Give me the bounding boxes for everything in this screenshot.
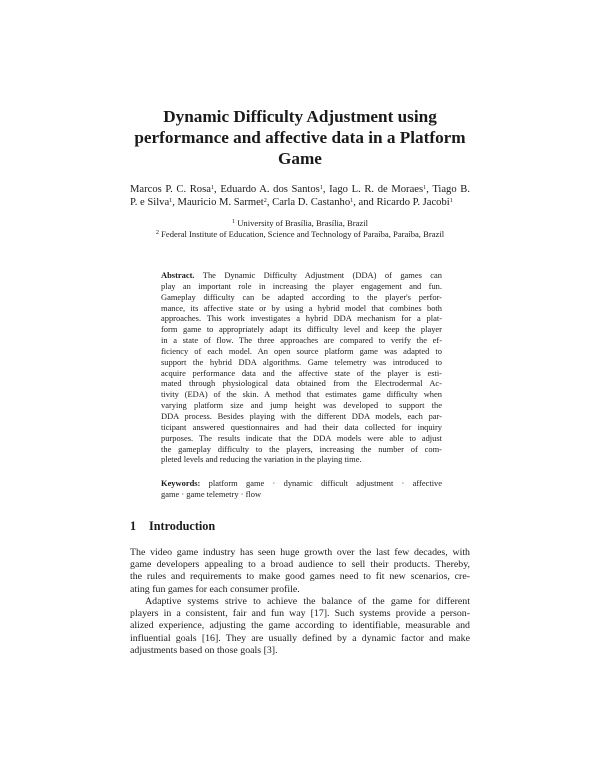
paragraph-line: adjustments based on those goals [3]. (130, 644, 278, 656)
author-line: Marcos P. C. Rosa$^1$, Eduardo A. dos Santos$^1$, Iago L. R. de Moraes$^1$, Tiago B. (130, 184, 470, 195)
abstract-label: Abstract. (161, 270, 195, 280)
keywords-label: Keywords: (161, 478, 201, 488)
paragraph-line: Adaptive systems strive to achieve the balance of the game for different (145, 596, 470, 607)
section-title: Introduction (149, 519, 216, 533)
keywords-text: platform game · dynamic difficult adjustment · affective (208, 478, 443, 488)
abstract-line: the gameplay difficulty to the players, increasing the number of com- (161, 443, 442, 454)
paragraph (130, 596, 470, 657)
keywords (161, 478, 442, 500)
paragraph-line: The video game industry has seen huge growth over the last few decades, with (130, 547, 470, 558)
abstract-line: ficiency of each model. An open source platform game was adapted to (161, 345, 442, 356)
abstract (161, 270, 442, 465)
author-name: Eduardo A. dos Santos (220, 184, 320, 195)
abstract-line: acquire performance data and the affective state of the player is esti- (161, 367, 442, 378)
affiliation-text: Federal Institute of Education, Science and Technology of Paraíba, Paraíba, Brazil (161, 229, 445, 239)
paragraph-line: ating fun games for each consumer profile. (130, 583, 300, 595)
paragraph-line: alized experience, adjusting the game according to identifiable, measurable and (130, 620, 470, 632)
abstract-line: form game to appropriately adapt its difficulty level and keep the player (161, 324, 442, 335)
author-name: Mauricio M. Sarmet (177, 197, 264, 208)
author-list (130, 183, 470, 209)
abstract-line: purposes. The results indicate that the DDA models were able to adjust (161, 432, 442, 443)
abstract-text: The Dynamic Difficulty Adjustment (DDA) of games can (202, 270, 443, 280)
section-number: 1 (130, 519, 137, 533)
author-name: Iago L. R. de Moraes (329, 184, 424, 195)
paper-title (60, 106, 540, 169)
abstract-line: ticipant answered questionnaires and had their data collected for inquiry (161, 421, 442, 432)
author-name-part: P. e Silva (130, 197, 170, 208)
author-line: P. e Silva$^1$, Mauricio M. Sarmet$^2$, Carla D. Castanho$^1$, and Ricardo P. Jacobi$^1$ (130, 197, 453, 208)
author-affiliation-mark: 1 (423, 184, 427, 191)
abstract-line: varying platform size and jump height was developed to support the (161, 400, 442, 411)
author-name-part: Tiago B. (432, 184, 470, 195)
affiliation-mark: 1 (231, 218, 236, 225)
title-line: Game (278, 149, 322, 168)
abstract-line: tivity (EDA) of the skin. A method that estimates game difficulty when (161, 389, 442, 400)
paragraph-line: players in a consistent, fair and fun way [17]. Such systems provide a person- (130, 608, 470, 620)
title-line: Dynamic Difficulty Adjustment using (163, 107, 437, 126)
paragraph-line: influential goals [16]. They are usually defined by a dynamic factor and make (130, 632, 470, 644)
paragraph-line: game developers appealing to a broad audience to sell their products. Thereby, (130, 559, 470, 571)
abstract-line: play an important role in increasing the player engagement and fun. (161, 280, 442, 291)
author-affiliation-mark: 1 (210, 184, 215, 191)
abstract-line: mated through physiological data obtained from the Electrodermal Ac- (161, 378, 442, 389)
affiliation-mark: 2 (155, 229, 159, 236)
author-affiliation-mark: 1 (319, 184, 323, 191)
abstract-line (161, 270, 442, 281)
keywords-line: game · game telemetry · flow (161, 488, 262, 499)
abstract-line: mance, its affective state or by using a hybrid model that combines both (161, 302, 442, 313)
author-name: Carla D. Castanho (272, 197, 351, 208)
affiliation (60, 229, 540, 240)
paragraph (130, 547, 470, 596)
abstract-line: pleted levels and reducing the variation in the playing time. (161, 454, 362, 465)
title-line: performance and affective data in a Platform (134, 128, 466, 147)
affiliation-text: University of Brasília, Brasília, Brazil (237, 218, 369, 228)
abstract-line: Gameplay difficulty can be adapted according to the player's perfor- (161, 291, 442, 302)
author-affiliation-mark: 1 (169, 197, 173, 204)
author-affiliation-mark: 2 (263, 197, 267, 204)
abstract-line: support the hybrid DDA algorithms. Game telemetry was introduced to (161, 356, 442, 367)
author-affiliation-mark: 1 (449, 197, 453, 204)
paragraph-line: the rules and requirements to make good games need to fit new scenarios, cre- (130, 571, 470, 583)
keywords-line (161, 478, 442, 489)
abstract-line: DDA process. Besides playing with the different DDA models, each par- (161, 410, 442, 421)
author-affiliation-mark: 1 (350, 197, 354, 204)
abstract-line: in a state of flow. The three approaches are compared to verify the ef- (161, 335, 442, 346)
section-heading (130, 519, 215, 533)
abstract-line: approaches. This work investigates a hybrid DDA mechanism for a plat- (161, 313, 442, 324)
affiliation (60, 218, 540, 229)
author-name: and Ricardo P. Jacobi (358, 197, 450, 208)
author-name: Marcos P. C. Rosa (130, 184, 211, 195)
